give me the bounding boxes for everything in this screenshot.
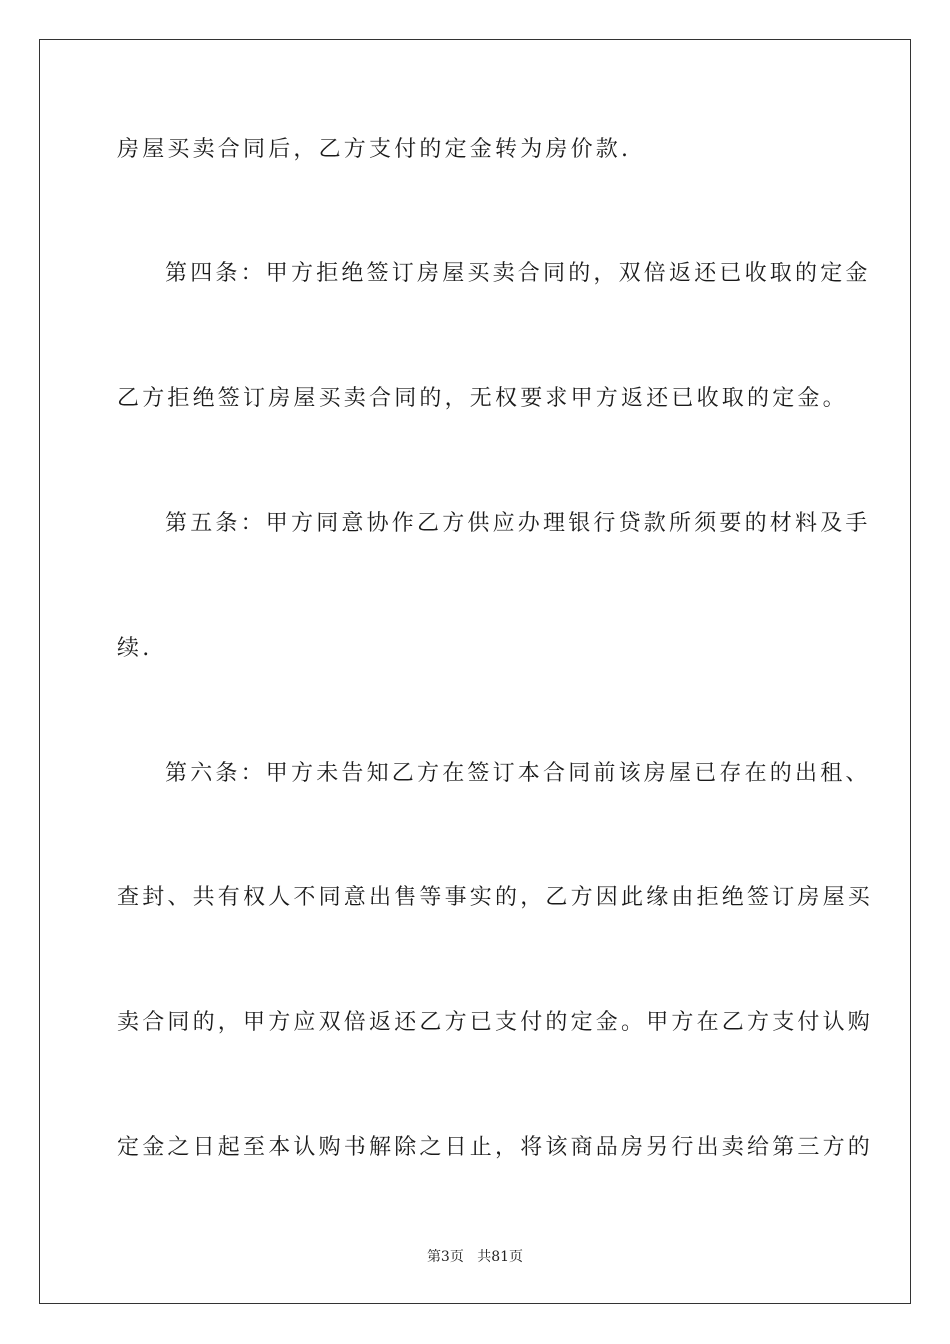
text-line: 乙方拒绝签订房屋买卖合同的，无权要求甲方返还已收取的定金。 bbox=[117, 386, 848, 411]
page-footer bbox=[0, 1248, 950, 1266]
text-line: 第六条：甲方未告知乙方在签订本合同前该房屋已存在的出租、 bbox=[165, 761, 871, 786]
text-line: 续. bbox=[117, 636, 153, 661]
page-number-current: 第3页 bbox=[426, 1249, 464, 1265]
text-line: 第四条：甲方拒绝签订房屋买卖合同的，双倍返还已收取的定金 bbox=[165, 261, 871, 286]
text-line: 卖合同的，甲方应双倍返还乙方已支付的定金。甲方在乙方支付认购 bbox=[117, 1010, 874, 1035]
page-number-total: 共81页 bbox=[477, 1249, 524, 1265]
text-line: 查封、共有权人不同意出售等事实的，乙方因此缘由拒绝签订房屋买 bbox=[117, 885, 874, 910]
text-line: 定金之日起至本认购书解除之日止，将该商品房另行出卖给第三方的 bbox=[117, 1135, 874, 1160]
page-frame bbox=[39, 39, 911, 1304]
text-line: 第五条：甲方同意协作乙方供应办理银行贷款所须要的材料及手 bbox=[165, 511, 871, 536]
text-line: 房屋买卖合同后，乙方支付的定金转为房价款. bbox=[117, 137, 632, 162]
